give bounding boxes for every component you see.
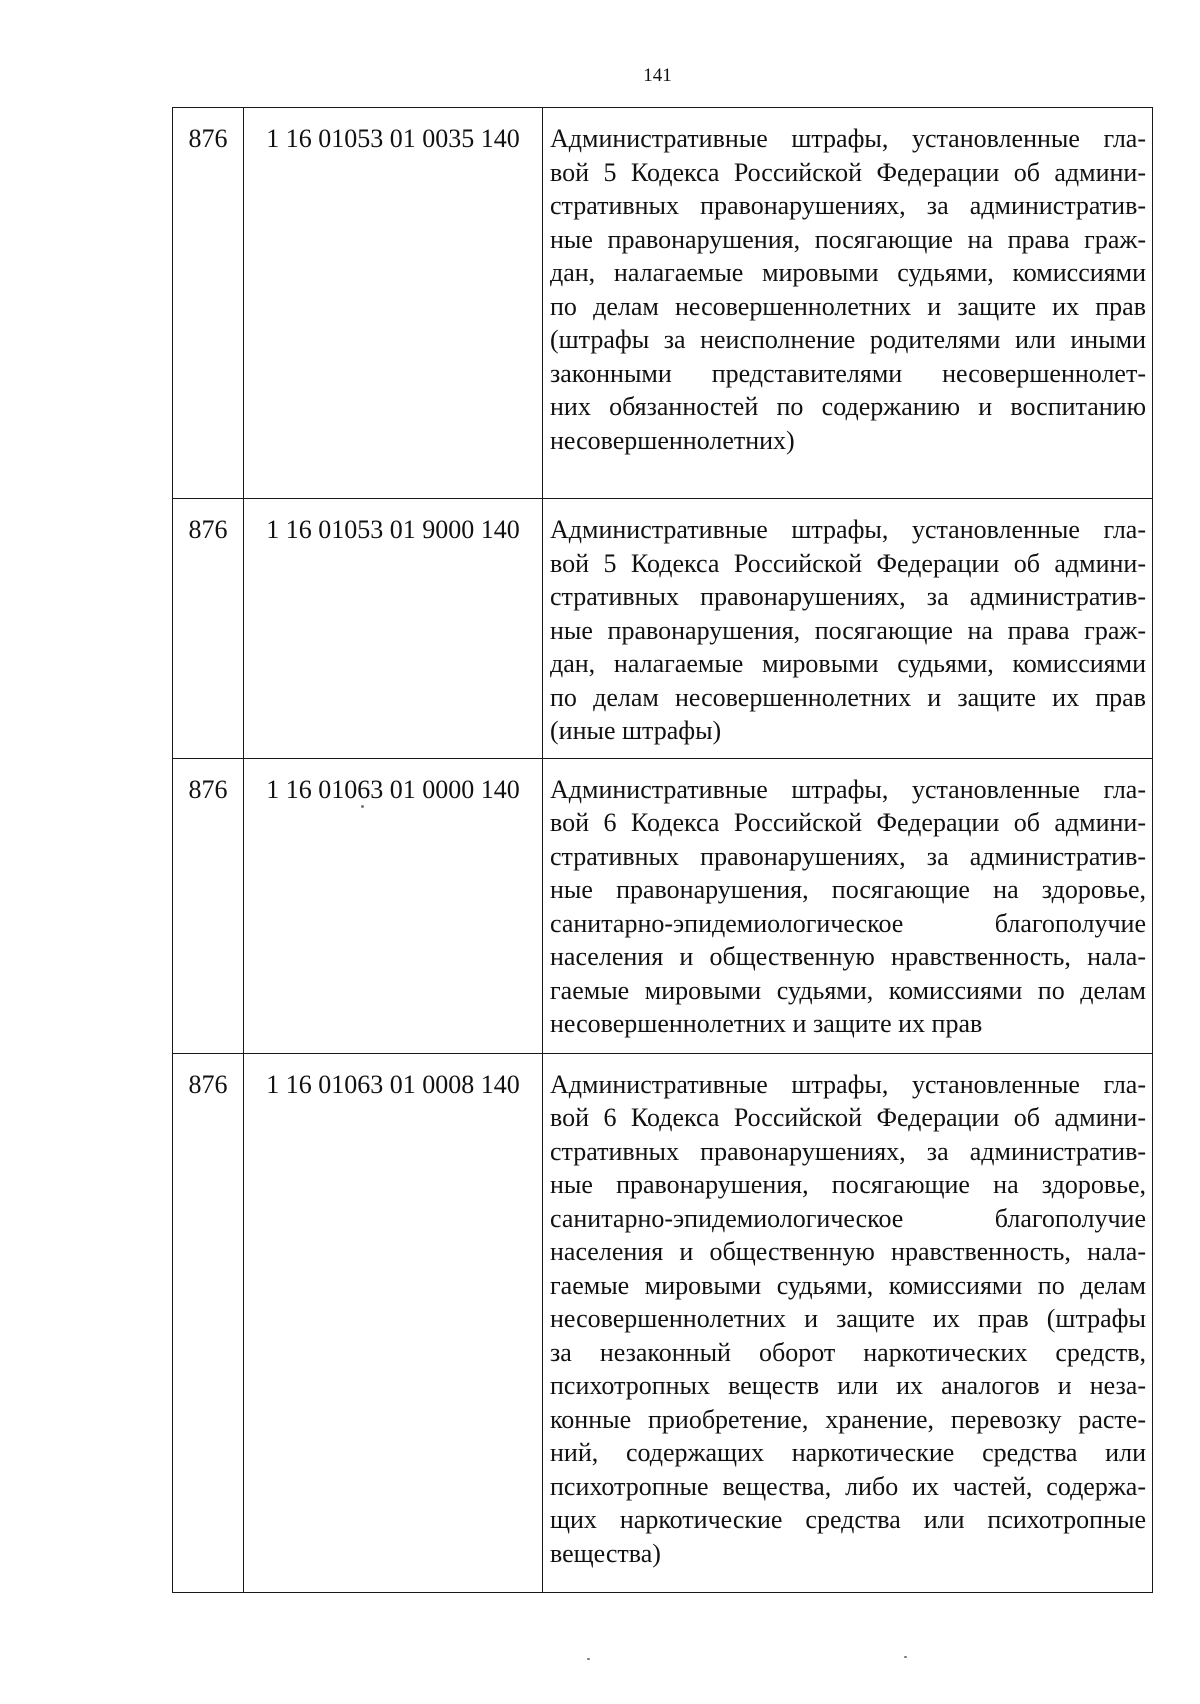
description-line: дан, налагаемые мировыми судьями, комиссиями <box>550 258 1146 287</box>
description-line: психотропные вещества, либо их частей, содержа- <box>550 1471 1146 1501</box>
description-line: (иные штрафы) <box>550 716 722 745</box>
scan-speck <box>361 805 364 808</box>
kbk-code-cell: 1 16 01063 01 0000 140 <box>244 758 543 1053</box>
description-line: стративных правонарушениях, за административ- <box>550 191 1146 220</box>
description-cell <box>543 499 1153 759</box>
description-cell <box>543 1053 1153 1592</box>
description-cell <box>543 108 1153 499</box>
description-line: населения и общественную нравственность, нала- <box>550 942 1146 971</box>
description-line: психотропных веществ или их аналогов и неза- <box>550 1371 1146 1400</box>
description-line: дан, налагаемые мировыми судьями, комиссиями <box>550 649 1146 678</box>
scan-speck <box>587 1658 590 1660</box>
kbk-code-cell: 1 16 01053 01 9000 140 <box>244 499 543 759</box>
description-line: Административные штрафы, установленные гла- <box>550 515 1146 544</box>
description-line: гаемые мировыми судьями, комиссиями по делам <box>550 975 1146 1005</box>
budget-classification-table <box>172 107 1153 1593</box>
admin-code-cell: 876 <box>173 758 244 1053</box>
description-line: них обязанностей по содержанию и воспитанию <box>550 392 1146 421</box>
description-line: несовершеннолетних и защите их прав <box>550 1009 983 1038</box>
description-line: щих наркотические средства или психотропные <box>550 1505 1146 1534</box>
admin-code-cell: 876 <box>173 499 244 759</box>
description-line: по делам несовершеннолетних и защите их прав <box>550 291 1146 321</box>
description-line: ные правонарушения, посягающие на здоровье, <box>550 875 1146 904</box>
description-line: вещества) <box>550 1538 661 1568</box>
description-line: Административные штрафы, установленные гла- <box>550 124 1146 153</box>
kbk-code-cell: 1 16 01053 01 0035 140 <box>244 108 543 499</box>
description-line: вой 6 Кодекса Российской Федерации об админи- <box>550 808 1146 837</box>
description-line: Административные штрафы, установленные гла- <box>550 774 1146 804</box>
description-line: населения и общественную нравственность, нала- <box>550 1237 1146 1266</box>
kbk-code-cell: 1 16 01063 01 0008 140 <box>244 1053 543 1592</box>
description-line: несовершеннолетних и защите их прав (штрафы <box>550 1304 1146 1333</box>
description-line: ные правонарушения, посягающие на права граж- <box>550 224 1146 254</box>
admin-code-cell: 876 <box>173 108 244 499</box>
description-line: вой 5 Кодекса Российской Федерации об админи- <box>550 157 1146 187</box>
description-line: несовершеннолетних) <box>550 425 795 455</box>
table-row <box>173 108 1153 499</box>
description-line: законными представителями несовершеннолет- <box>550 358 1146 388</box>
description-line: стративных правонарушениях, за административ- <box>550 582 1146 611</box>
description-line: ные правонарушения, посягающие на права граж- <box>550 615 1146 645</box>
table-row <box>173 758 1153 1053</box>
description-line: стративных правонарушениях, за административ- <box>550 1136 1146 1166</box>
table-body <box>173 108 1153 1593</box>
page-number: 141 <box>643 65 672 86</box>
description-cell <box>543 758 1153 1053</box>
table-row <box>173 499 1153 759</box>
description-line: гаемые мировыми судьями, комиссиями по делам <box>550 1270 1146 1300</box>
description-line: ний, содержащих наркотические средства или <box>550 1438 1146 1467</box>
description-line: по делам несовершеннолетних и защите их прав <box>550 682 1146 712</box>
description-line: вой 6 Кодекса Российской Федерации об админи- <box>550 1103 1146 1132</box>
table-row <box>173 1053 1153 1592</box>
description-line: (штрафы за неисполнение родителями или иными <box>550 325 1146 354</box>
admin-code-cell: 876 <box>173 1053 244 1592</box>
scan-speck <box>904 1656 907 1658</box>
description-line: санитарно-эпидемиологическое благополучие <box>550 908 1146 938</box>
description-line: вой 5 Кодекса Российской Федерации об админи- <box>550 548 1146 578</box>
description-line: конные приобретение, хранение, перевозку расте- <box>550 1404 1146 1434</box>
description-line: ные правонарушения, посягающие на здоровье, <box>550 1170 1146 1199</box>
description-line: санитарно-эпидемиологическое благополучие <box>550 1203 1146 1233</box>
description-line: стративных правонарушениях, за административ- <box>550 841 1146 871</box>
description-line: Административные штрафы, установленные гла- <box>550 1069 1146 1099</box>
description-line: за незаконный оборот наркотических средств, <box>550 1337 1146 1367</box>
